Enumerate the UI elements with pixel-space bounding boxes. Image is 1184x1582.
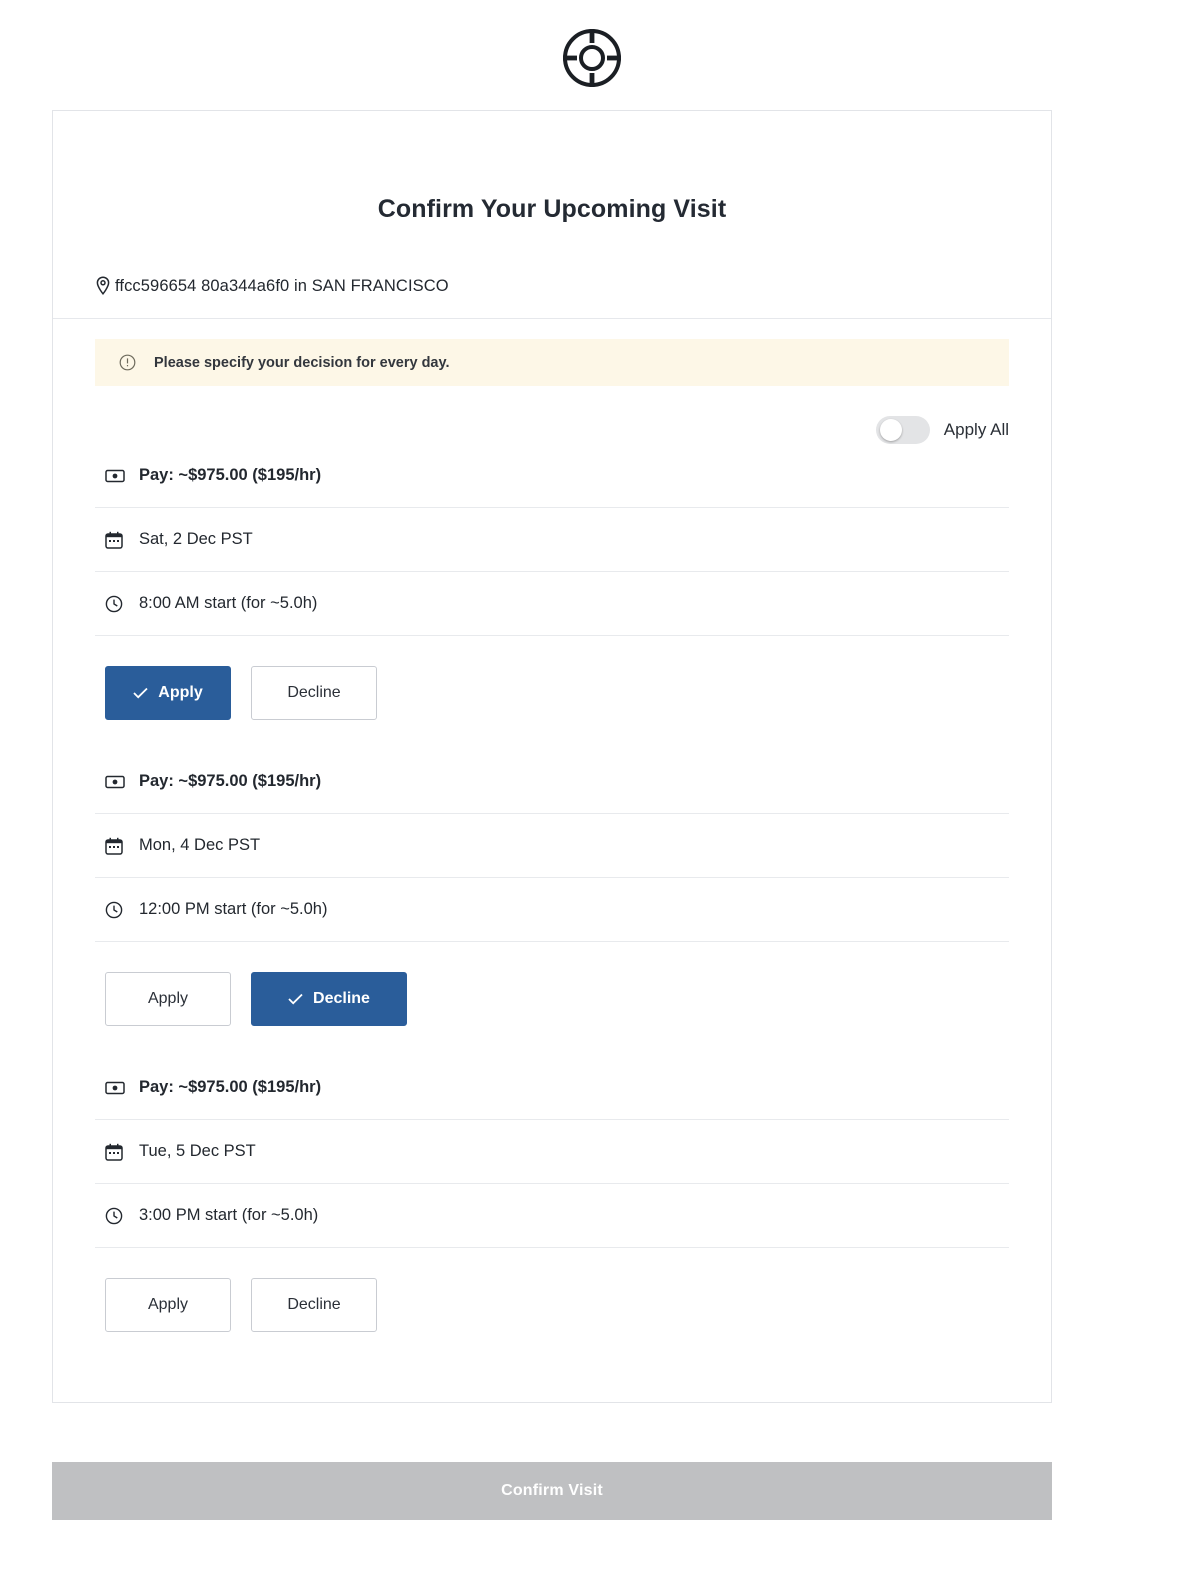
info-circle-icon bbox=[119, 354, 136, 371]
visit-time-row bbox=[95, 878, 1009, 942]
decline-button-label: Decline bbox=[287, 684, 341, 701]
apply-button[interactable] bbox=[105, 666, 231, 720]
visit-confirmation-card bbox=[52, 110, 1052, 1403]
visit-block bbox=[53, 444, 1051, 750]
apply-button-label: Apply bbox=[147, 990, 189, 1007]
visit-time-row bbox=[95, 572, 1009, 636]
confirm-visit-button[interactable]: Confirm Visit bbox=[52, 1462, 1052, 1520]
clock-icon bbox=[105, 901, 139, 919]
visit-pay-text: Pay: ~$975.00 ($195/hr) bbox=[139, 1078, 322, 1096]
apply-button-label: Apply bbox=[158, 684, 203, 701]
visit-decision-buttons bbox=[95, 942, 1009, 1056]
apply-button[interactable] bbox=[105, 1278, 231, 1332]
visit-block bbox=[53, 750, 1051, 1056]
visit-block bbox=[53, 1056, 1051, 1362]
decline-button[interactable] bbox=[251, 1278, 377, 1332]
decline-button[interactable] bbox=[251, 972, 407, 1026]
visit-time-text: 12:00 PM start (for ~5.0h) bbox=[139, 900, 328, 918]
alert-text: Please specify your decision for every day. bbox=[154, 354, 450, 371]
visit-decision-buttons bbox=[95, 636, 1009, 750]
visit-pay-row bbox=[95, 750, 1009, 814]
decline-button-label: Decline bbox=[313, 990, 370, 1007]
visit-time-row bbox=[95, 1184, 1009, 1248]
visit-date-text: Tue, 5 Dec PST bbox=[139, 1142, 256, 1160]
money-icon bbox=[105, 774, 139, 790]
apply-all-toggle[interactable] bbox=[876, 416, 930, 444]
visit-pay-text: Pay: ~$975.00 ($195/hr) bbox=[139, 466, 322, 484]
apply-all-label: Apply All bbox=[943, 420, 1009, 439]
visit-pay-row bbox=[95, 1056, 1009, 1120]
brand-logo bbox=[0, 0, 1184, 90]
location-text: ffcc596654 80a344a6f0 in SAN FRANCISCO bbox=[115, 276, 449, 295]
apply-all-row bbox=[53, 386, 1051, 444]
toggle-knob bbox=[880, 419, 902, 441]
calendar-icon bbox=[105, 531, 139, 549]
calendar-icon bbox=[105, 1143, 139, 1161]
visit-time-text: 3:00 PM start (for ~5.0h) bbox=[139, 1206, 319, 1224]
money-icon bbox=[105, 468, 139, 484]
visit-date-text: Mon, 4 Dec PST bbox=[139, 836, 261, 854]
clock-icon bbox=[105, 1207, 139, 1225]
visit-decision-buttons bbox=[95, 1248, 1009, 1362]
visit-date-text: Sat, 2 Dec PST bbox=[139, 530, 253, 548]
location-row bbox=[53, 276, 1051, 319]
visit-pay-row bbox=[95, 444, 1009, 508]
page-title: Confirm Your Upcoming Visit bbox=[377, 195, 727, 223]
money-icon bbox=[105, 1080, 139, 1096]
check-icon bbox=[133, 687, 148, 699]
decision-required-alert bbox=[95, 339, 1009, 386]
apply-button[interactable] bbox=[105, 972, 231, 1026]
visit-date-row bbox=[95, 1120, 1009, 1184]
calendar-icon bbox=[105, 837, 139, 855]
lifebuoy-icon bbox=[560, 26, 624, 90]
check-icon bbox=[288, 993, 303, 1005]
apply-button-label: Apply bbox=[147, 1296, 189, 1313]
visit-time-text: 8:00 AM start (for ~5.0h) bbox=[139, 594, 318, 612]
decline-button-label: Decline bbox=[287, 1296, 341, 1313]
visit-pay-text: Pay: ~$975.00 ($195/hr) bbox=[139, 772, 322, 790]
decline-button[interactable] bbox=[251, 666, 377, 720]
visit-date-row bbox=[95, 508, 1009, 572]
visit-date-row bbox=[95, 814, 1009, 878]
clock-icon bbox=[105, 595, 139, 613]
map-pin-icon bbox=[95, 276, 111, 296]
